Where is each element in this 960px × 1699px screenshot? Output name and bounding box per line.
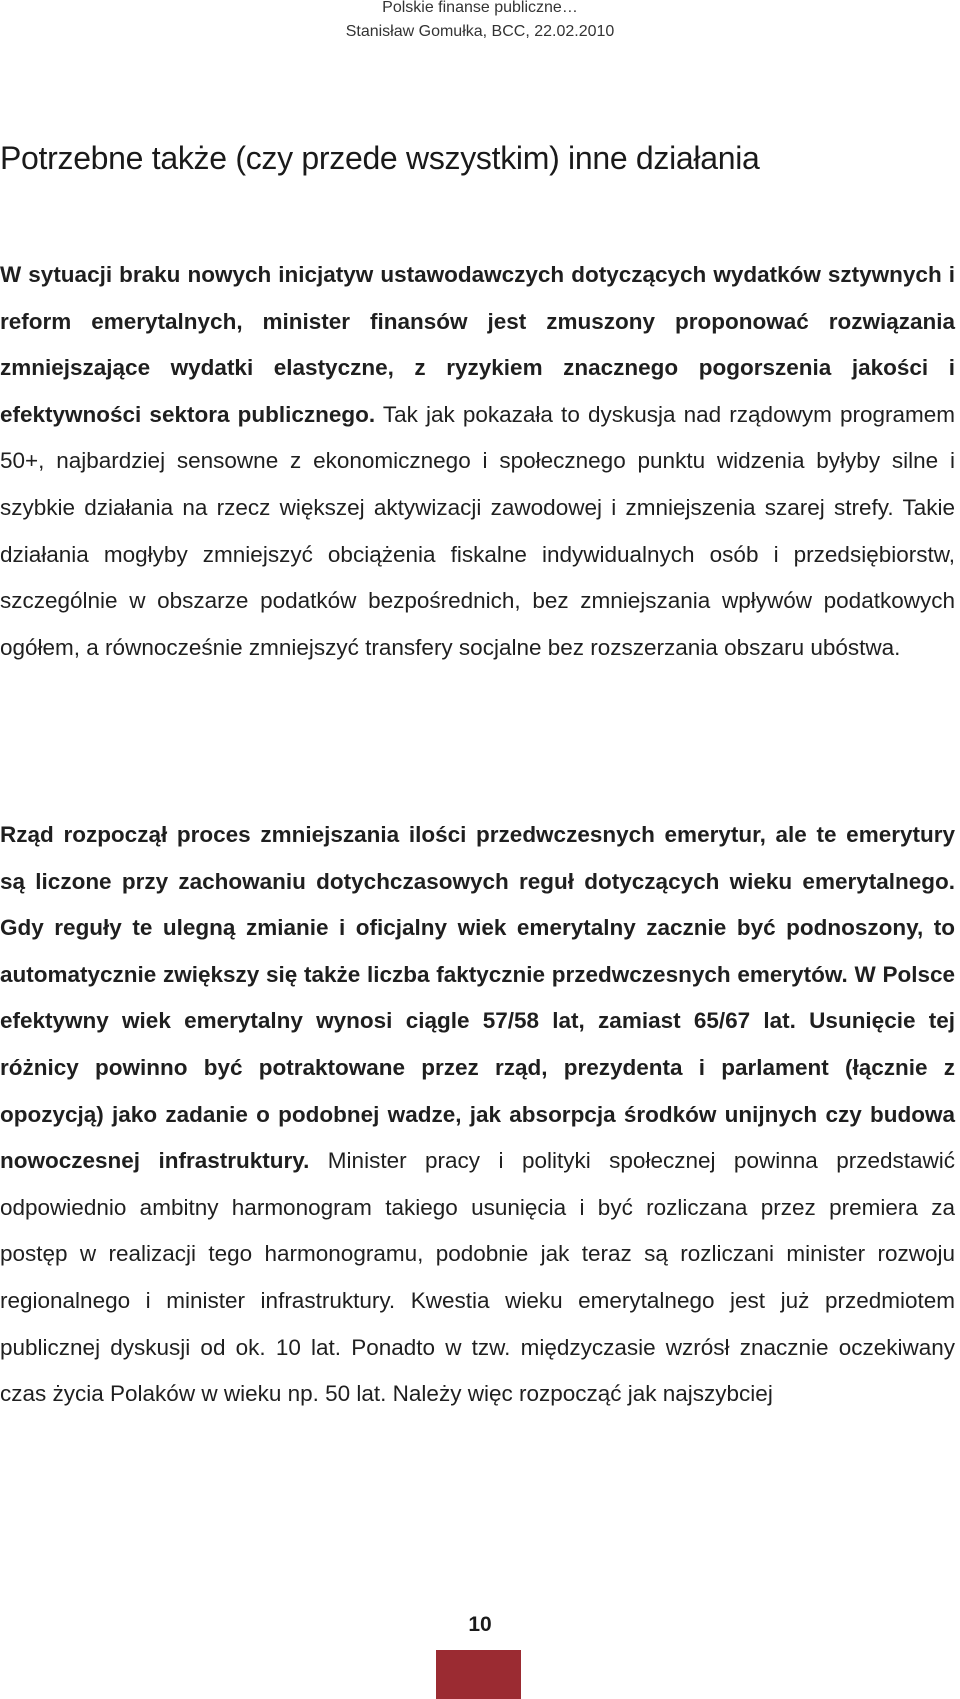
paragraph-1 — [0, 252, 955, 671]
paragraph-1-bold-text: W sytuacji braku nowych inicjatyw ustawodawczych dotyczących wydatków sztywnych i reform emerytalnych, minister finansów jest zmuszony proponować rozwiązania zmniejszające wydatki elastyczne, z ryzykiem znacznego pogorszenia jakości i efektywności sektora publicznego. — [0, 262, 955, 427]
paragraph-2-bold-text: Rząd rozpoczął proces zmniejszania ilości przedwczesnych emerytur, ale te emerytury są liczone przy zachowaniu dotychczasowych reguł dotyczących wieku emerytalnego. Gdy reguły te ulegną zmianie i oficjalny wiek emerytalny zacznie być podnoszony, to automatycznie zwiększy się także liczba faktycznie przedwczesnych emerytów. W Polsce efektywny wiek emerytalny wynosi ciągle 57/58 lat, zamiast 65/67 lat. Usunięcie tej różnicy powinno być potraktowane przez rząd, prezydenta i parlament (łącznie z opozycją) jako zadanie o podobnej wadze, jak absorpcja środków unijnych czy budowa nowoczesnej infrastruktury. — [0, 822, 955, 1174]
header-author-line: Stanisław Gomułka, BCC, 22.02.2010 — [345, 23, 615, 40]
section-heading: Potrzebne także (czy przede wszystkim) inne działania — [0, 140, 760, 176]
header-title: Polskie finanse publiczne… — [382, 0, 578, 16]
paragraph-2 — [0, 812, 955, 1418]
running-header — [0, 0, 960, 44]
paragraph-1-regular-text: Tak jak pokazała to dyskusja nad rządowym programem 50+, najbardziej sensowne z ekonomicznego i społecznego punktu widzenia byłyby silne i szybkie działania na rzecz większej aktywizacji zawodowej i zmniejszenia szarej strefy. Takie działania mogłyby zmniejszyć obciążenia fiskalne indywidualnych osób i przedsiębiorstw, szczególnie w obszarze podatków bezpośrednich, bez zmniejszania wpływów podatkowych ogółem, a równocześnie zmniejszyć transfery socjalne bez rozszerzania obszaru ubóstwa. — [0, 401, 955, 660]
paragraph-2-regular-text: Minister pracy i polityki społecznej powinna przedstawić odpowiednio ambitny harmonogram takiego usunięcia i być rozliczana przez premiera za postęp w realizacji tego harmonogramu, podobnie jak teraz są rozliczani minister rozwoju regionalnego i minister infrastruktury. Kwestia wieku emerytalnego jest już przedmiotem publicznej dyskusji od ok. 10 lat. Ponadto w tzw. międzyczasie wzrósł znacznie oczekiwany czas życia Polaków w wieku np. 50 lat. Należy więc rozpocząć jak najszybciej — [0, 1148, 955, 1407]
footer-accent-bar — [436, 1650, 521, 1699]
page-number: 10 — [468, 1613, 492, 1636]
